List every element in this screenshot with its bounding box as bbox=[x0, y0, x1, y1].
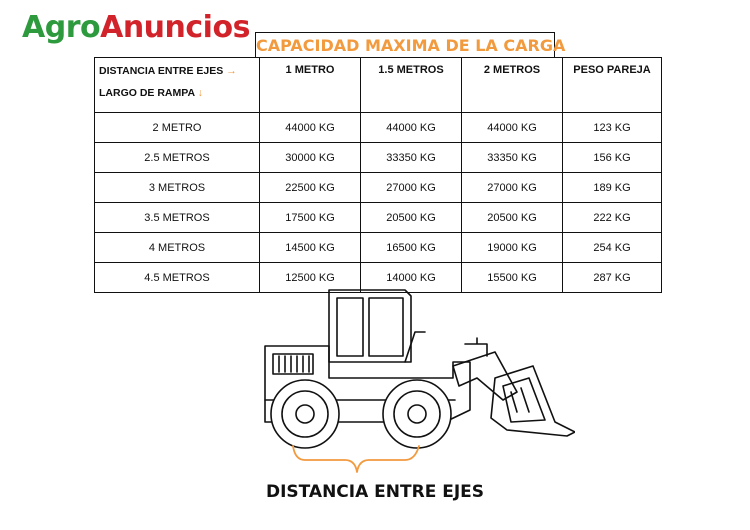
arrow-down-icon: ↓ bbox=[197, 87, 203, 99]
cell-peso: 156 KG bbox=[563, 143, 662, 173]
cell-value: 20500 KG bbox=[361, 203, 462, 233]
cell-peso: 123 KG bbox=[563, 113, 662, 143]
table-row bbox=[95, 143, 662, 173]
wheel-loader-illustration bbox=[255, 282, 575, 477]
agroanuncios-logo[interactable] bbox=[22, 10, 250, 45]
exhaust bbox=[405, 332, 425, 362]
cell-value: 17500 KG bbox=[260, 203, 361, 233]
table-row bbox=[95, 173, 662, 203]
cell-value: 33350 KG bbox=[462, 143, 563, 173]
capacity-table bbox=[94, 57, 662, 293]
table-row bbox=[95, 113, 662, 143]
cell-value: 27000 KG bbox=[361, 173, 462, 203]
cell-peso: 222 KG bbox=[563, 203, 662, 233]
table-title: CAPACIDAD MAXIMA DE LA CARGA bbox=[255, 32, 555, 58]
header-col-1: 1 METRO bbox=[260, 58, 361, 113]
arrow-right-icon: → bbox=[226, 65, 237, 77]
arm-cylinder bbox=[465, 338, 487, 356]
table-row bbox=[95, 233, 662, 263]
cell-value: 20500 KG bbox=[462, 203, 563, 233]
cell-value: 22500 KG bbox=[260, 173, 361, 203]
row-label: 4 METROS bbox=[95, 233, 260, 263]
row-label: 4.5 METROS bbox=[95, 263, 260, 293]
cell-value: 44000 KG bbox=[260, 113, 361, 143]
header-row-labels bbox=[95, 58, 260, 113]
table-row bbox=[95, 203, 662, 233]
wheelbase-bracket bbox=[293, 446, 419, 472]
cell-value: 16500 KG bbox=[361, 233, 462, 263]
row-label: 3.5 METROS bbox=[95, 203, 260, 233]
lift-arm bbox=[453, 352, 517, 400]
bucket-inner bbox=[503, 378, 545, 422]
table-header-row bbox=[95, 58, 662, 113]
cell-value: 14000 KG bbox=[361, 263, 462, 293]
header-col-3: 2 METROS bbox=[462, 58, 563, 113]
header-col-peso: PESO PAREJA bbox=[563, 58, 662, 113]
cab-outline bbox=[329, 290, 411, 362]
cell-value: 33350 KG bbox=[361, 143, 462, 173]
cell-peso: 189 KG bbox=[563, 173, 662, 203]
cab-window-left bbox=[337, 298, 363, 356]
cell-value: 44000 KG bbox=[361, 113, 462, 143]
cell-value: 15500 KG bbox=[462, 263, 563, 293]
cell-value: 14500 KG bbox=[260, 233, 361, 263]
cell-value: 27000 KG bbox=[462, 173, 563, 203]
cell-peso: 287 KG bbox=[563, 263, 662, 293]
header-col-2: 1.5 METROS bbox=[361, 58, 462, 113]
ramp-length-label: LARGO DE RAMPA ↓ bbox=[99, 87, 203, 99]
wheelbase-label: DISTANCIA ENTRE EJES → bbox=[99, 65, 237, 77]
cell-value: 44000 KG bbox=[462, 113, 563, 143]
bucket-outline bbox=[491, 366, 575, 436]
cell-value: 12500 KG bbox=[260, 263, 361, 293]
logo-text-anuncios: Anuncios bbox=[100, 10, 250, 45]
wheelbase-caption: DISTANCIA ENTRE EJES bbox=[265, 482, 485, 502]
cell-value: 19000 KG bbox=[462, 233, 563, 263]
row-label: 2 METRO bbox=[95, 113, 260, 143]
grille-slats bbox=[279, 356, 309, 372]
bucket-ribs bbox=[511, 388, 529, 412]
logo-text-agro: Agro bbox=[22, 10, 101, 45]
row-label: 2.5 METROS bbox=[95, 143, 260, 173]
row-label: 3 METROS bbox=[95, 173, 260, 203]
cab-window-right bbox=[369, 298, 403, 356]
cell-value: 30000 KG bbox=[260, 143, 361, 173]
cell-peso: 254 KG bbox=[563, 233, 662, 263]
